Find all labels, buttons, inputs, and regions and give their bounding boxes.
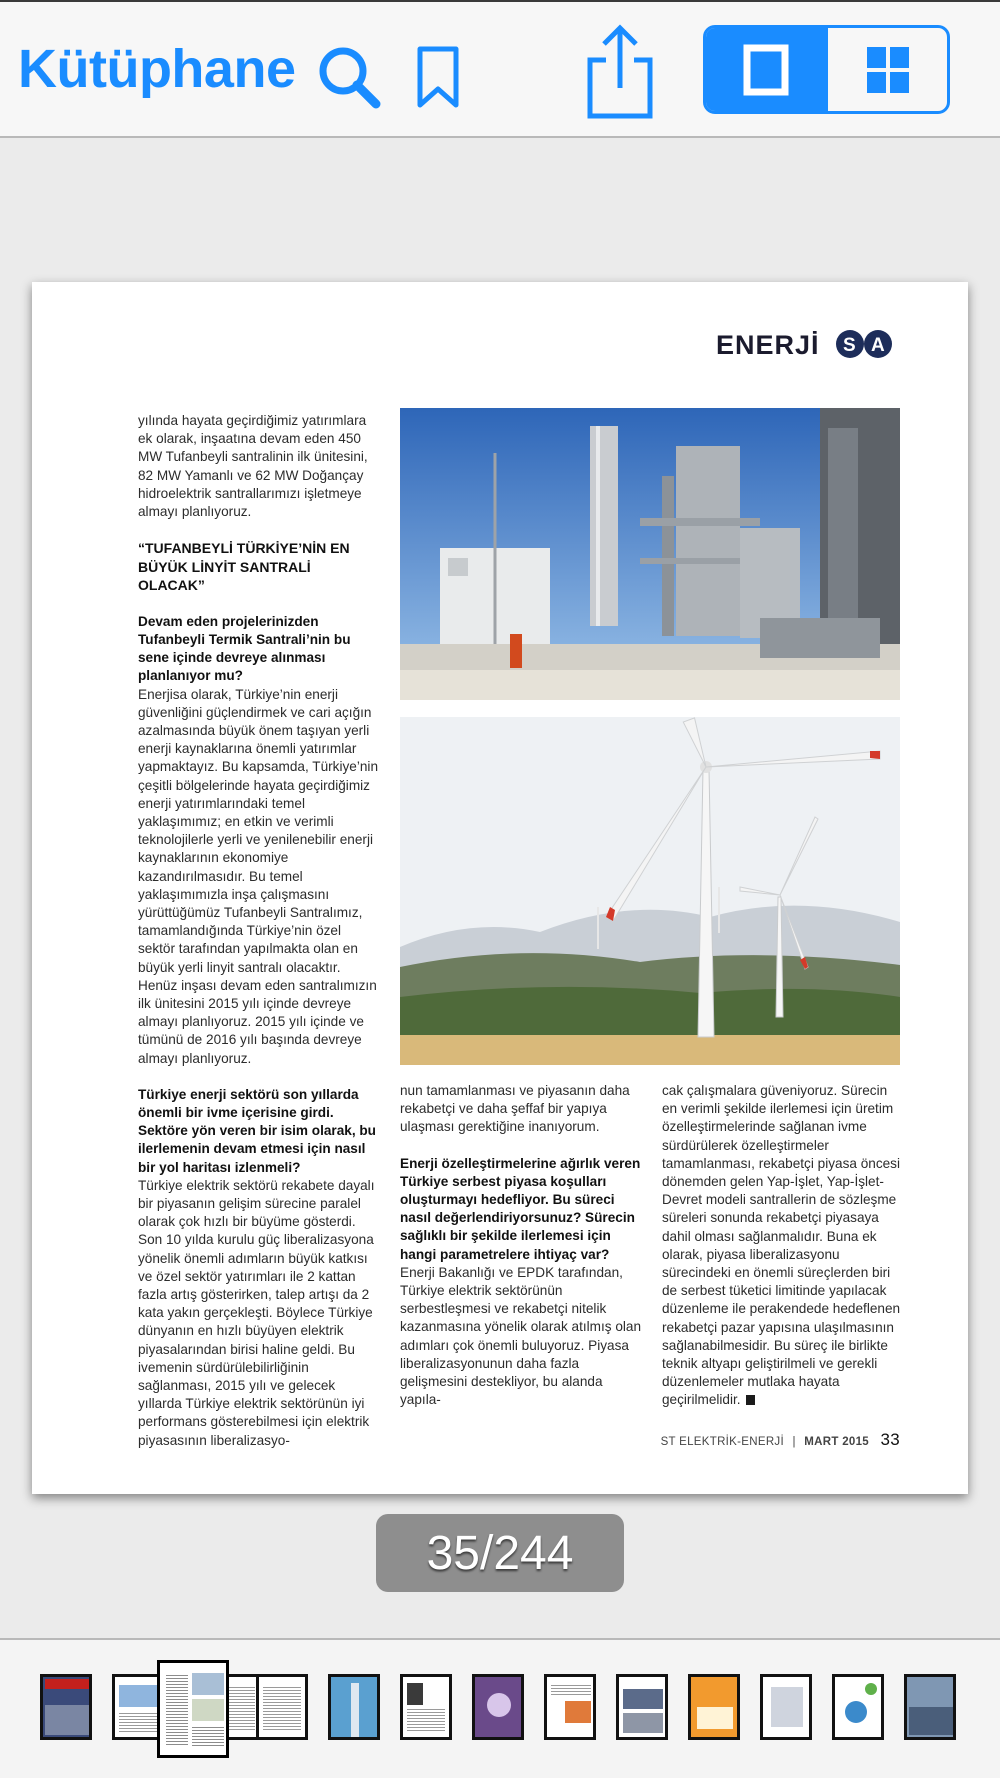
page-number: 33 — [880, 1430, 900, 1449]
grid-view-icon — [865, 44, 911, 96]
power-plant-photo — [400, 408, 900, 700]
thumbnail-page[interactable] — [544, 1674, 596, 1740]
answer-3: Enerji Bakanlığı ve EPDK tarafından, Türkiye elektrik sektörünün serbestleşmesi ve rekabetçi nitelik kazanmasına yönelik olarak atılmış olan adımları çok önemli buluyoruz. Piyasa liberalizasyonunun daha fazla gelişmesini destekliyor, bu alanda yapıla- — [400, 1264, 642, 1408]
top-toolbar — [0, 0, 1000, 138]
svg-text:A: A — [871, 335, 885, 356]
status-bar-edge — [0, 0, 1000, 2]
enerjisa-logo — [716, 327, 906, 361]
bookmark-icon[interactable] — [416, 45, 460, 114]
section-heading: “TUFANBEYLİ TÜRKİYE’NİN EN BÜYÜK LİNYİT SANTRALİ OLACAK” — [138, 540, 350, 594]
footer-separator: | — [792, 1436, 796, 1448]
page-footer — [661, 1430, 900, 1450]
answer-2: Türkiye elektrik sektörü rekabete dayalı bir piyasanın gelişim sürecine paralel olarak çok hızlı bir büyüme gösterdi. Son 10 yılda kurulu güç liberalizasyona yönelik önemli adımların büyük katkısı ve özel sektör yatırımları ile 2 kattan fazla artış gösterirken, talep artışı da 2 kata yakın gerçekleşti. Böylece Türkiye dünyanın en hızlı büyüyen elektrik piyasalarından birisi haline geldi. Bu ivemenin sürdürülebilirliğinin sağlanması, 2015 yılı ve gelecek yıllarda Türkiye elektrik sektörünün iyi performans gösterebilmesi için elektrik piyasasının liberalizasyo- — [138, 1177, 375, 1448]
question-1: Devam eden projelerinizden Tufanbeyli Termik Santrali’nin bu sene içinde devreye alınması planlanıyor mu? — [138, 613, 351, 684]
thumbnail-page[interactable] — [472, 1674, 524, 1740]
library-button[interactable]: Kütüphane — [18, 39, 296, 99]
page-indicator: 35/244 — [376, 1514, 624, 1592]
thumbnail-page[interactable] — [904, 1674, 956, 1740]
thumbnail-page[interactable] — [256, 1674, 308, 1740]
thumbnail-page[interactable] — [688, 1674, 740, 1740]
view-mode-toggle — [703, 25, 950, 114]
thumbnail-page[interactable] — [400, 1674, 452, 1740]
end-mark-icon — [746, 1395, 755, 1405]
article-column-1 — [138, 412, 378, 1450]
thumbnail-page-selected[interactable] — [157, 1660, 229, 1758]
thumbnail-page[interactable] — [760, 1674, 812, 1740]
share-icon[interactable] — [584, 22, 656, 125]
search-icon[interactable] — [316, 44, 384, 117]
answer-2-continued: nun tamamlanması ve piyasanın daha rekabetçi ve daha şeffaf bir yapıya ulaşması gerektiğine inanıyorum. — [400, 1083, 630, 1135]
article-column-2 — [400, 1082, 645, 1409]
grid-view-button[interactable] — [825, 28, 947, 111]
magazine-name: ST ELEKTRİK-ENERJİ — [660, 1436, 784, 1448]
thumbnail-page[interactable] — [832, 1674, 884, 1740]
svg-text:ENERJİ: ENERJİ — [716, 330, 820, 360]
thumbnail-strip[interactable] — [0, 1638, 1000, 1778]
thumbnail-page[interactable] — [616, 1674, 668, 1740]
question-3: Enerji özelleştirmelerine ağırlık veren Türkiye serbest piyasa koşulları oluşturmayı hedefliyor. Bu süreci nasıl değerlendiriyorsunuz? Sürecin sağlıklı bir şekilde ilerlemesi için hangi parametrelere ihtiyaç var? — [400, 1155, 641, 1262]
article-column-3 — [662, 1082, 902, 1410]
answer-1: Enerjisa olarak, Türkiye’nin enerji güvenliğini güçlendirmek ve cari açığın azalmasında büyük önem taşıyan yerli enerji kaynaklarına önemli yatırımlar yapmaktayız. Bu kapsamda, Türkiye’nin çeşitli bölgelerinde hayata geçirdiğimiz enerji yatırımlarındaki temel yaklaşımımız; en etkin ve verimli teknolojilerle yerli ve yenilenebilir enerji kaynaklarının ekonomiye kazandırılmasıdır. Bu temel yaklaşımımızla inşa çalışmasını yürüttüğümüz Tufanbeyli Santralımız, tamamlandığında Türkiye’nin özel sektör tarafından yapılmakta olan en büyük yerli linyit santralı olacaktır. Henüz inşası devam eden santralımızın ilk ünitesini 2015 yılı içinde devreye almayı planlıyoruz. 2015 yılı içinde ve tümünü de 2016 yılı başında devreye almayı planlıyoruz. — [138, 686, 379, 1066]
magazine-page[interactable] — [32, 282, 968, 1494]
wind-turbines-photo — [400, 717, 900, 1065]
answer-3-continued: cak çalışmalara güveniyoruz. Sürecin en verimli şekilde ilerlemesi için üretim özelleştirmelerinde sağlanan ivme sürdürülerek özelleştirmeler tamamlanması, rekabetçi piyasa öncesi dönemden gelen Yap-İşlet, Yap-İşlet-Devret modeli santrallerin de sözleşme süreleri sonunda rekabetçi piyasaya dahil olması sağlanmalıdır. Buna ek olarak, piyasa liberalizasyonu sürecindeki en önemli süreçlerden biri de serbest tüketici limitinde yapılacak düzenleme ile perakendede hedeflenen rekabetçi pazar yapısına ulaşılmasının sağlanabilmesidir. Bu süreç ile birlikte teknik altyapı geliştirilmeli ve gerekli düzenlemeler mutlaka hayata geçirilmelidir. — [662, 1083, 901, 1408]
thumbnail-page[interactable] — [328, 1674, 380, 1740]
thumbnail-page[interactable] — [40, 1674, 92, 1740]
intro-paragraph: yılında hayata geçirdiğimiz yatırımlara ek olarak, inşaatına devam eden 450 MW Tufanbeyli santralinin ilk ünitesini, 82 MW Yamanlı ve 62 MW Doğançay hidroelektrik santrallarımızı işletmeye almayı planlıyoruz. — [138, 413, 368, 520]
question-2: Türkiye enerji sektörü son yıllarda önemli bir ivme içerisine girdi. Sektöre yön veren bir isim olarak, bu ilerlemenin devam etmesi için nasıl bir yol haritası izlenmeli? — [138, 1086, 376, 1175]
single-page-icon — [743, 44, 789, 96]
issue-month: MART 2015 — [804, 1436, 869, 1448]
single-page-view-button[interactable] — [706, 28, 825, 111]
svg-text:S: S — [843, 335, 856, 356]
